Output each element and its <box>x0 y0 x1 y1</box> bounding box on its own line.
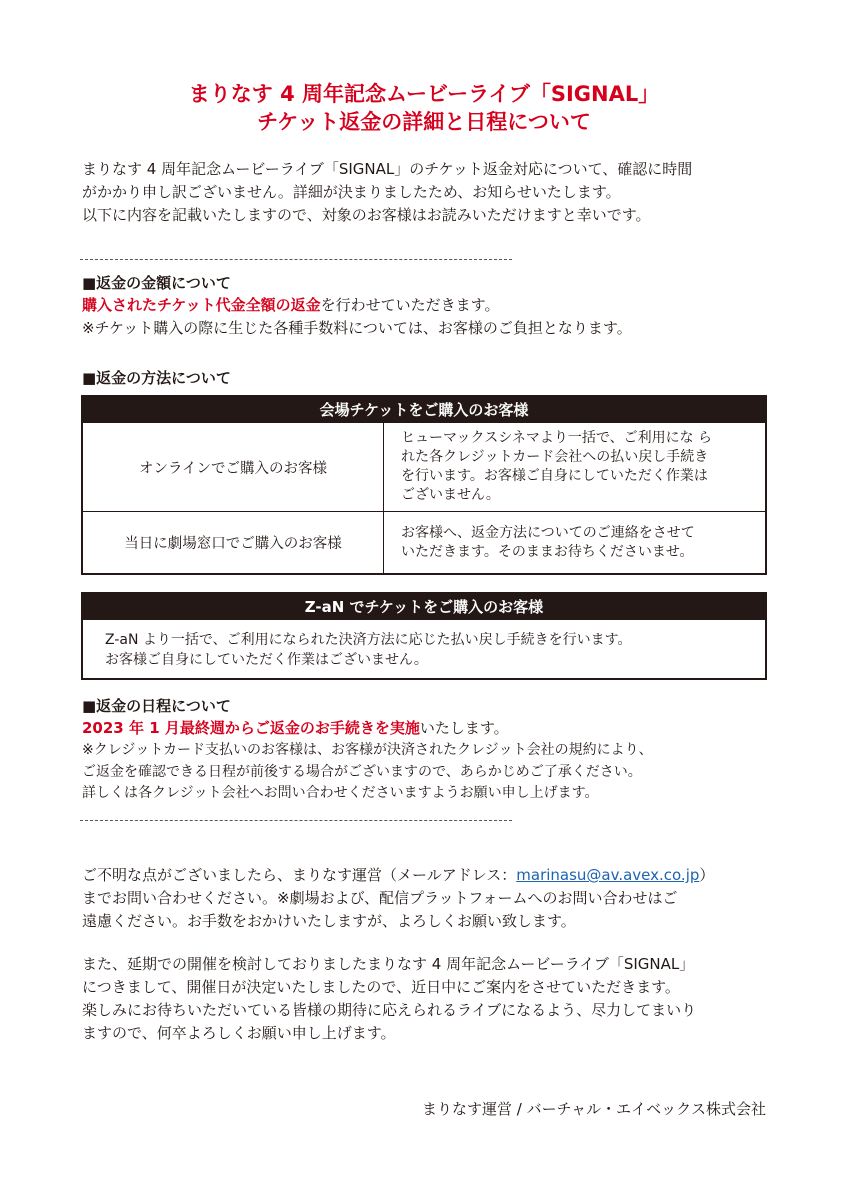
page-title: まりなす 4 周年記念ムービーライブ「SIGNAL」 <box>188 82 660 106</box>
amount-rest: を行わせていただきます。 <box>320 296 500 314</box>
contact-text: ） <box>699 866 715 884</box>
contact-line: までお問い合わせください。※劇場および、配信プラットフォームへのお問い合わせはご <box>82 889 678 907</box>
contact-email-link[interactable]: marinasu@av.avex.co.jp <box>516 866 700 884</box>
zan-line: Z-aN より一括で、ご利用になられた決済方法に応じた払い戻し手続きを行います。 <box>105 632 632 648</box>
amount-body <box>82 294 782 340</box>
zan-box-body <box>105 630 745 670</box>
schedule-rest: いたします。 <box>419 719 509 737</box>
dashed-divider <box>80 820 512 821</box>
contact-line <box>82 864 782 887</box>
detail-line: いただきます。そのままお待ちくださいませ。 <box>401 543 694 560</box>
schedule-line <box>82 717 782 740</box>
method-heading: ■返金の方法について <box>82 369 231 387</box>
row-label: オンラインでご購入のお客様 <box>138 460 328 477</box>
schedule-note: ※クレジットカード支払いのお客様は、お客様が決済されたクレジット会社の規約により、 <box>82 742 653 758</box>
detail-line: ヒューマックスシネマより一括で、ご利用にな ら <box>401 430 713 446</box>
zan-ticket-box <box>81 592 767 680</box>
contact-paragraph <box>82 864 782 933</box>
table-row <box>83 512 765 573</box>
table-row <box>83 423 765 512</box>
zan-line: お客様ご自身にしていただく作業はございません。 <box>105 652 428 668</box>
zan-box-header: Z-aN でチケットをご購入のお客様 <box>83 594 765 620</box>
schedule-note: 詳しくは各クレジット会社へお問い合わせくださいますようお願い申し上げます。 <box>82 785 599 801</box>
postpone-line: また、延期での開催を検討しておりましたまりなす 4 周年記念ムービーライブ「SIGNAL」 <box>82 955 695 973</box>
schedule-highlight: 2023 年 1 月最終週からご返金のお手続きを実施 <box>82 719 420 737</box>
intro-line: がかかり申し訳ございません。詳細が決まりましたため、お知らせいたします。 <box>82 183 621 201</box>
amount-highlight: 購入されたチケット代金全額の返金 <box>82 296 321 314</box>
row-detail <box>401 423 751 511</box>
detail-line: を行います。お客様ご自身にしていただく作業は <box>401 468 708 484</box>
page-subtitle: チケット返金の詳細と日程について <box>257 110 591 134</box>
venue-table-header: 会場チケットをご購入のお客様 <box>83 397 765 423</box>
detail-line: れた各クレジットカード会社への払い戻し手続き <box>401 449 709 465</box>
signature: まりなす運営 / バーチャル・エイベックス株式会社 <box>422 1100 766 1118</box>
row-detail <box>401 512 751 573</box>
amount-line <box>82 294 782 317</box>
row-label: 当日に劇場窓口でご購入のお客様 <box>124 536 342 552</box>
intro-line: 以下に内容を記載いたしますので、対象のお客様はお読みいただけますと幸いです。 <box>82 206 651 224</box>
amount-note: ※チケット購入の際に生じた各種手数料については、お客様のご負担となります。 <box>82 319 632 337</box>
table-column-divider <box>383 423 384 573</box>
postpone-line: につきまして、開催日が決定いたしましたので、近日中にご案内をさせていただきます。 <box>82 978 680 996</box>
schedule-note: ご返金を確認できる日程が前後する場合がございますので、あらかじめご了承ください。 <box>82 763 642 780</box>
detail-line: お客様へ、返金方法についてのご連絡をさせて <box>401 524 695 541</box>
dashed-divider <box>80 259 512 260</box>
postpone-line: 楽しみにお待ちいただいている皆様の期待に応えられるライブになるよう、尽力してまいり <box>82 1001 697 1019</box>
contact-text: ご不明な点がございましたら、まりなす運営（メールアドレス： <box>82 866 517 884</box>
contact-line: 遠慮ください。お手数をおかけいたしますが、よろしくお願い致します。 <box>82 912 576 930</box>
schedule-body <box>82 717 782 805</box>
postpone-paragraph <box>82 953 782 1045</box>
amount-heading: ■返金の金額について <box>82 274 231 292</box>
schedule-heading: ■返金の日程について <box>82 697 231 715</box>
postpone-line: ますので、何卒よろしくお願い申し上げます。 <box>82 1024 396 1042</box>
venue-ticket-table <box>81 395 767 575</box>
intro-line: まりなす 4 周年記念ムービーライブ「SIGNAL」のチケット返金対応について、確認に時間 <box>82 160 693 178</box>
intro-paragraph <box>82 158 782 227</box>
detail-line: ございません。 <box>401 487 500 503</box>
